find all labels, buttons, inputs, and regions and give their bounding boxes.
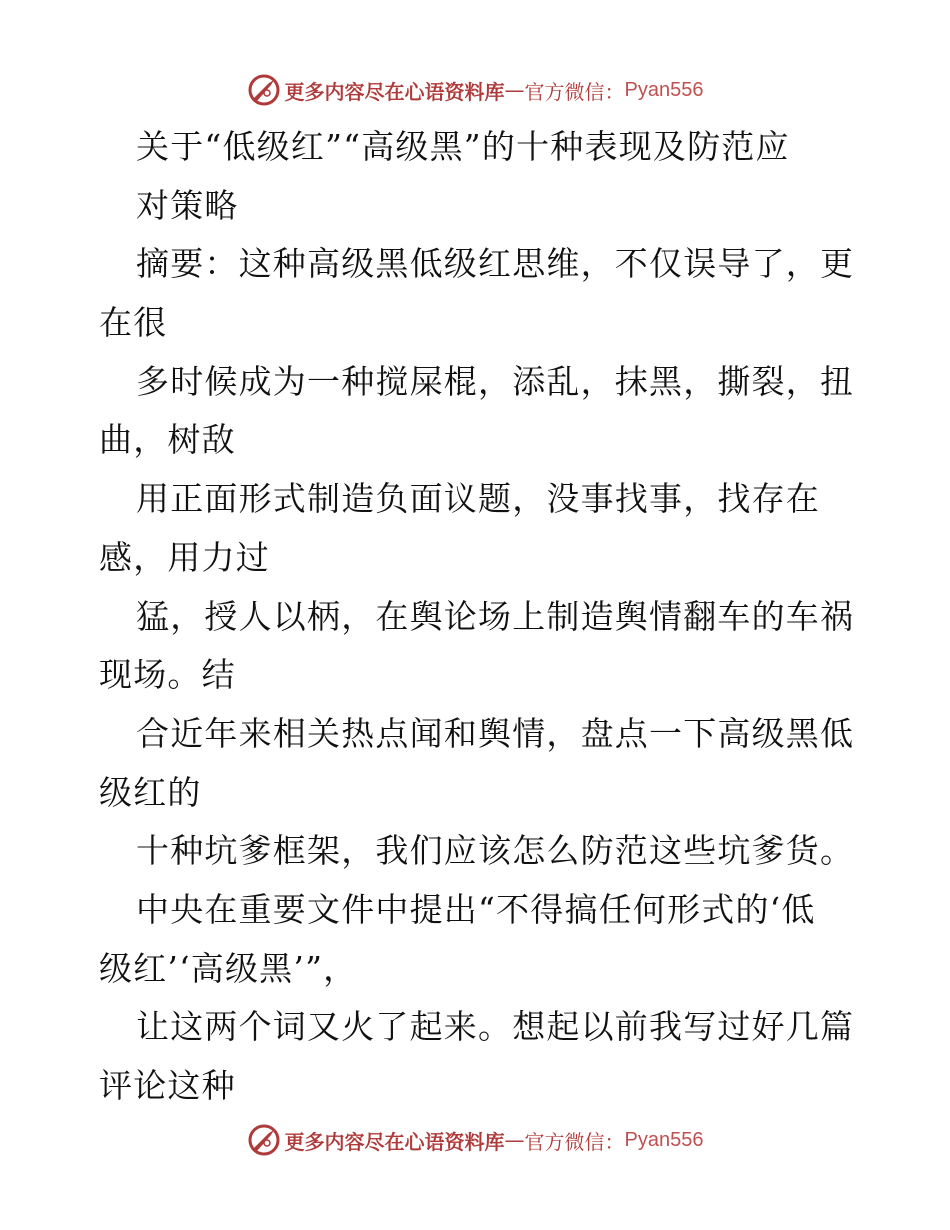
footer-banner-text: 更多内容尽在心语资料库 <box>284 1129 505 1154</box>
text-line: 对策略 <box>136 185 239 225</box>
header-banner-text: 更多内容尽在心语资料库 <box>284 79 505 104</box>
text-line: 感，用力过 <box>99 537 270 577</box>
header-banner <box>0 70 950 110</box>
text-line: 十种坑爹框架，我们应该怎么防范这些坑爹货。 <box>136 831 855 871</box>
quill-logo-icon <box>247 1123 281 1157</box>
text-line: 让这两个词又火了起来。想起以前我写过好几篇 <box>136 1007 855 1047</box>
footer-banner-separator: — <box>504 1128 525 1152</box>
text-line: 关于“低级红”“高级黑”的十种表现及防范应 <box>136 127 790 166</box>
text-line: 用正面形式制造负面议题，没事找事，找存在 <box>136 479 820 519</box>
footer-banner <box>0 1120 950 1160</box>
text-line: 摘要：这种高级黑低级红思维，不仅误导了，更 <box>136 244 855 284</box>
text-line: 现场。结 <box>99 655 236 695</box>
text-line: 在很 <box>99 303 168 343</box>
footer-wechat-label: 官方微信： <box>524 1129 625 1154</box>
text-line: 级红的 <box>99 772 202 812</box>
text-line: 中央在重要文件中提出“不得搞任何形式的‘低 <box>136 889 816 929</box>
text-line: 合近年来相关热点闻和舆情，盘点一下高级黑低 <box>136 713 855 753</box>
footer-wechat-id: Pyan556 <box>624 1128 704 1151</box>
text-line: 猛，授人以柄，在舆论场上制造舆情翻车的车祸 <box>136 596 855 636</box>
header-wechat-id: Pyan556 <box>624 78 704 101</box>
header-banner-separator: — <box>504 78 525 102</box>
header-wechat-label: 官方微信： <box>524 79 625 104</box>
text-line: 级红’‘高级黑’”， <box>99 948 358 988</box>
text-line: 曲，树敌 <box>99 420 236 460</box>
text-line: 多时候成为一种搅屎棍，添乱，抹黑，撕裂，扭 <box>136 361 855 401</box>
document-body <box>99 118 859 1116</box>
text-line: 评论这种 <box>99 1066 236 1105</box>
quill-logo-icon <box>247 73 281 107</box>
